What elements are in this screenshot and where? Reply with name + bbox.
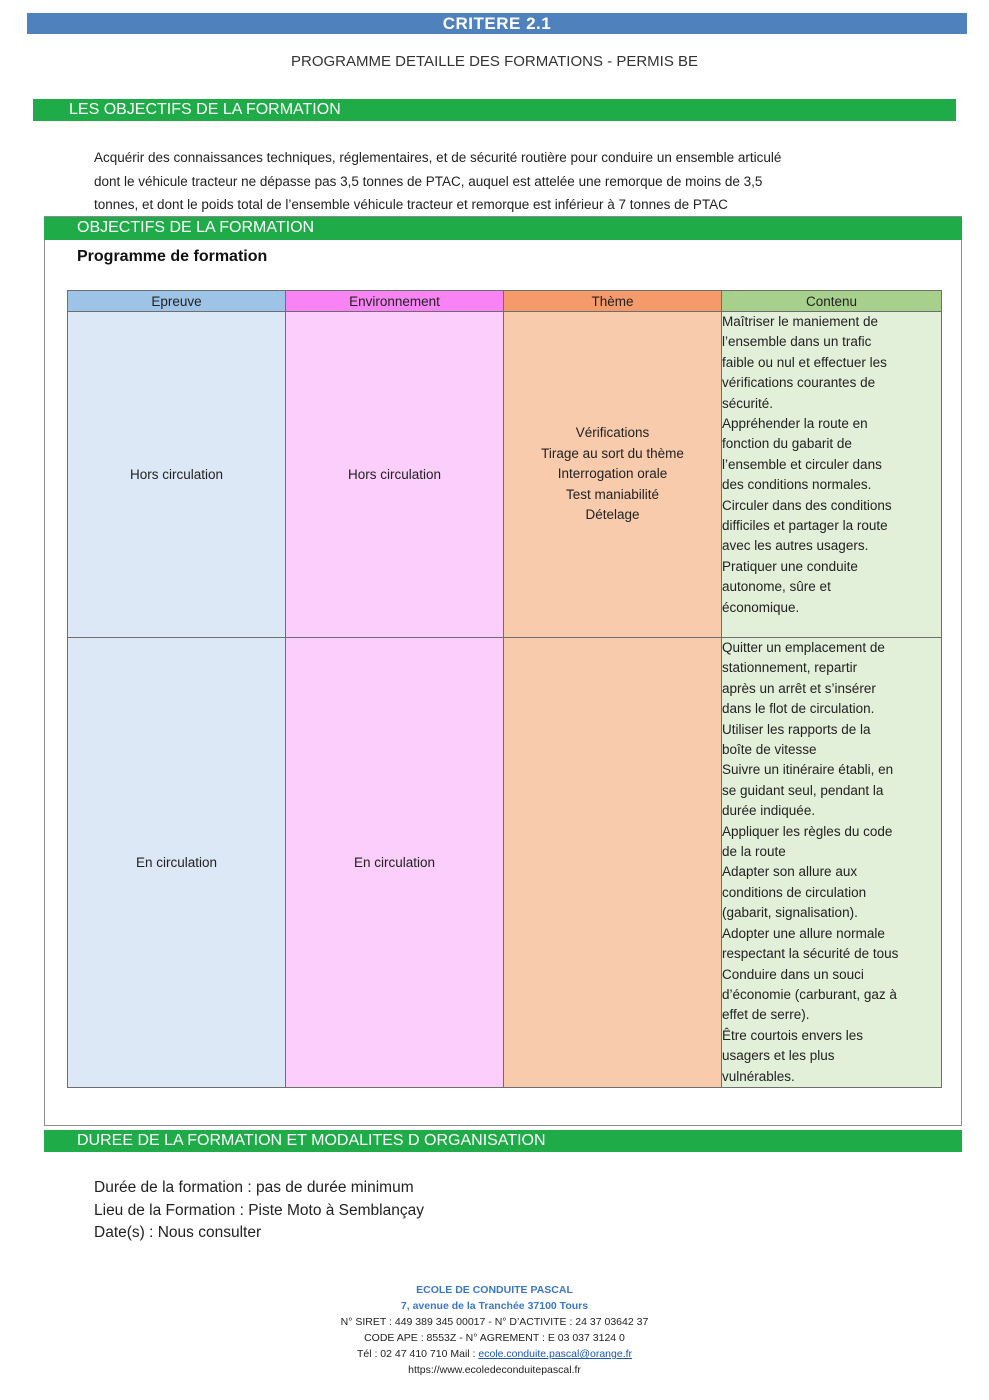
content-line: avec les autres usagers. [722, 538, 869, 554]
content-line: économique. [722, 599, 800, 615]
content-line: usagers et les plus [722, 1048, 835, 1064]
footer-school-name: ECOLE DE CONDUITE PASCAL [416, 1284, 573, 1296]
content-line: durée indiquée. [722, 803, 816, 819]
content-line: d’économie (carburant, gaz à [722, 986, 897, 1002]
location-line: Lieu de la Formation : Piste Moto à Semblançay [94, 1201, 424, 1219]
program-table [67, 290, 942, 1088]
content-line: faible ou nul et effectuer les [722, 354, 887, 370]
criterion-banner: CRITERE 2.1 [27, 13, 967, 34]
cell-theme [504, 312, 722, 638]
content-line: vulnérables. [722, 1068, 795, 1084]
content-line: vérifications courantes de [722, 375, 876, 391]
footer-website[interactable]: https://www.ecoledeconduitepascal.fr [408, 1364, 581, 1376]
content-line: Maîtriser le maniement de [722, 314, 879, 329]
footer-email-link[interactable]: ecole.conduite.pascal@orange.fr [478, 1348, 633, 1360]
content-line: de la route [722, 844, 786, 860]
theme-item: Tirage au sort du thème [541, 445, 684, 461]
content-line: effet de serre). [722, 1007, 810, 1023]
theme-item: Dételage [585, 507, 640, 523]
header-epreuve: Epreuve [68, 291, 286, 312]
footer-contact [0, 1346, 989, 1362]
content-line: autonome, sûre et [722, 579, 831, 595]
content-line: Conduire dans un souci [722, 966, 864, 982]
content-line: l’ensemble et circuler dans [722, 456, 882, 472]
footer [0, 1282, 989, 1378]
content-line: après un arrêt et s’insérer [722, 680, 876, 696]
content-line: Appréhender la route en [722, 416, 868, 432]
cell-environnement: En circulation [286, 638, 504, 1088]
footer-siret: N° SIRET : 449 389 345 00017 - N° D’ACTIVITE : 24 37 03642 37 [340, 1316, 649, 1328]
table-row [68, 312, 942, 638]
theme-list [504, 423, 721, 526]
footer-tel: Tél : 02 47 410 710 Mail : [356, 1348, 479, 1360]
header-contenu: Contenu [722, 291, 942, 312]
content-line: stationnement, repartir [722, 660, 858, 676]
content-line: fonction du gabarit de [722, 436, 852, 452]
section-program-header: OBJECTIFS DE LA FORMATION [44, 217, 962, 240]
table-row [68, 638, 942, 1088]
cell-theme-empty [504, 638, 722, 1088]
content-line: Circuler dans des conditions [722, 497, 892, 513]
content-line: respectant la sécurité de tous [722, 946, 899, 962]
content-line: Pratiquer une conduite [722, 558, 858, 574]
content-line: Suivre un itinéraire établi, en [722, 762, 894, 778]
section-objectives-header: LES OBJECTIFS DE LA FORMATION [33, 99, 956, 121]
cell-contenu [722, 312, 942, 638]
objectives-line: Acquérir des connaissances techniques, réglementaires, et de sécurité routière pour conduire un ensemble articulé [94, 150, 782, 165]
cell-epreuve: Hors circulation [68, 312, 286, 638]
duration-line: Durée de la formation : pas de durée minimum [94, 1179, 414, 1196]
cell-contenu [722, 638, 942, 1088]
content-line: se guidant seul, pendant la [722, 782, 884, 798]
content-line: Adapter son allure aux [722, 864, 858, 880]
content-line: Adopter une allure normale [722, 925, 885, 941]
content-line: Quitter un emplacement de [722, 640, 885, 655]
theme-item: Interrogation orale [557, 466, 668, 482]
header-theme: Thème [504, 291, 722, 312]
content-line: (gabarit, signalisation). [722, 905, 858, 921]
header-environnement: Environnement [286, 291, 504, 312]
objectives-line: tonnes, et dont le poids total de l’ensemble véhicule tracteur et remorque est inférieur à 7 tonnes de PTAC [94, 197, 728, 212]
content-line: sécurité. [722, 395, 774, 411]
cell-environnement: Hors circulation [286, 312, 504, 638]
theme-item: Test maniabilité [565, 486, 660, 502]
cell-epreuve: En circulation [68, 638, 286, 1088]
program-title: Programme de formation [77, 248, 268, 265]
theme-item: Vérifications [575, 425, 650, 441]
content-line: boîte de vitesse [722, 742, 817, 758]
footer-address: 7, avenue de la Tranchée 37100 Tours [400, 1300, 589, 1312]
content-line: Appliquer les règles du code [722, 823, 893, 839]
table-header-row [68, 291, 942, 312]
content-line: Être courtois envers les [722, 1027, 864, 1043]
content-line: des conditions normales. [722, 477, 872, 493]
content-line: difficiles et partager la route [722, 518, 888, 534]
dates-line: Date(s) : Nous consulter [94, 1224, 262, 1241]
content-line: l’ensemble dans un trafic [722, 334, 872, 350]
objectives-line: dont le véhicule tracteur ne dépasse pas 3,5 tonnes de PTAC, auquel est attelée une remorque de moins de 3,5 [94, 173, 763, 189]
content-line: Utiliser les rapports de la [722, 721, 871, 737]
duration-details [94, 1177, 424, 1245]
content-line: conditions de circulation [722, 884, 867, 900]
footer-ape: CODE APE : 8553Z - N° AGREMENT : E 03 037 3124 0 [364, 1332, 625, 1344]
section-duration-header: DUREE DE LA FORMATION ET MODALITES D ORGANISATION [44, 1130, 962, 1152]
content-line: dans le flot de circulation. [722, 701, 875, 717]
objectives-text [94, 146, 894, 217]
document-subtitle: PROGRAMME DETAILLE DES FORMATIONS - PERMIS BE [291, 53, 698, 70]
